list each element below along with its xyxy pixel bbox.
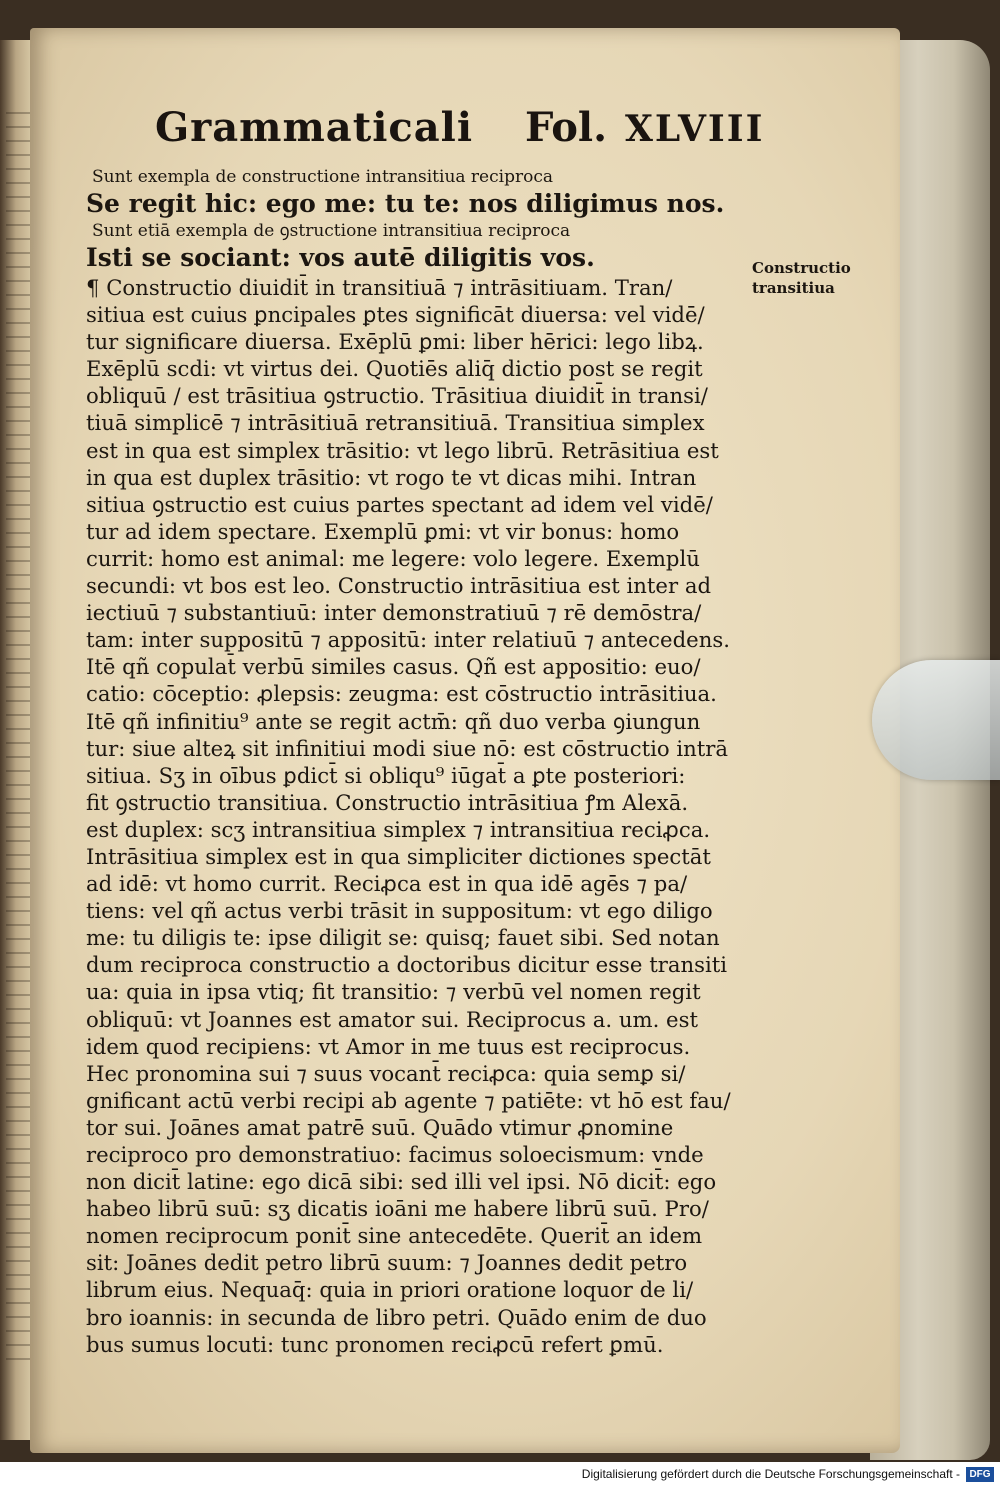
folio-label: Fol. — [525, 104, 608, 151]
text-line: librum eius. Nequaq̄: quia in priori oratione loquor de li/ — [86, 1277, 694, 1303]
text-line: nomen reciprocum ponit̄ sine antecedēte. Querit̄ an idem — [86, 1223, 703, 1249]
text-line: tiens: vel qñ actus verbi trāsit in suppositum: vt ego diligo — [86, 898, 713, 924]
text-line: bro ioannis: in secunda de libro petri. Quādo enim de duo — [86, 1304, 707, 1330]
text-line: ua: quia in ipsa vtiq; fit transitio: ⁊ verbū vel nomen regit — [86, 979, 701, 1005]
text-line: sitiua. Sʒ in oībus ꝑdict̄ si obliqu⁹ iūgat̄ a ꝑte posteriori: — [86, 762, 686, 788]
text-line: reciproco pro demonstratiuo: facimus soloecismum: vnde — [86, 1142, 704, 1167]
text-line: Exēplū scdi: vt virtus dei. Quotiēs aliq̄ dictio post se regit — [86, 356, 703, 382]
text-line: Intrāsitiua simplex est in qua simpliciter dictiones spectāt — [86, 843, 711, 869]
text-line: sitiua est cuius ꝑncipales ꝑtes significāt diuersa: vel vidē/ — [86, 302, 705, 328]
running-title: Grammaticali — [155, 104, 474, 151]
text-line: ¶ Constructio diuidit̄ in transitiuā ⁊ intrāsitiuam. Tran/ — [86, 275, 673, 300]
text-line: gnificant actū verbi recipi ab agente ⁊ patiēte: vt hō est fau/ — [86, 1087, 731, 1113]
text-line: catio: cōceptio: ꝓlepsis: zeugma: est cōstructio intrāsitiua. — [86, 681, 717, 707]
text-line: sitiua ꝯstructio est cuius partes spectant ad idem vel vidē/ — [86, 491, 713, 517]
text-line: ad idē: vt homo currit. Reciꝓca est in qua idē agēs ⁊ pa/ — [86, 871, 688, 897]
text-line: habeo librū suū: sʒ dicatis ioāni me habere librū suū. Pro/ — [86, 1196, 709, 1222]
page-header — [155, 104, 775, 164]
text-line: dum reciproca constructio a doctoribus dicitur esse transiti — [86, 952, 728, 978]
text-line: sit: Joānes dedit petro librū suum: ⁊ Joannes dedit petro — [86, 1250, 688, 1276]
text-line: secundi: vt bos est leo. Constructio intrāsitiua est inter ad — [86, 573, 712, 599]
text-line: tur: siue alteꝝ sit infinitiui modi siue nō: est cōstructio intrā — [86, 735, 729, 761]
margin-note — [752, 258, 872, 298]
margin-note-line: transitiua — [752, 279, 835, 297]
text-line: est duplex: scʒ intransitiua simplex ⁊ intransitiua reciꝓca. — [86, 816, 711, 842]
text-line: Itē qñ copulat̄ verbū similes casus. Qñ est appositio: euo/ — [86, 654, 701, 680]
footer-bar — [0, 1462, 1000, 1487]
margin-note-line: Constructio — [752, 259, 851, 277]
text-line: Hec pronomina sui ⁊ suus vocant̄ reciꝓca: quia semꝑ si/ — [86, 1060, 686, 1086]
text-line: tur ad idem spectare. Exemplū ꝑmi: vt vir bonus: homo — [86, 518, 680, 544]
main-text-block — [86, 166, 746, 1358]
text-line: Itē qñ infinitiu⁹ ante se regit actm̄: qñ duo verba ꝯiungun — [86, 708, 701, 734]
text-line: currit: homo est animal: me legere: volo legere. Exemplū — [86, 545, 700, 571]
text-line: idem quod recipiens: vt Amor in me tuus est reciprocus. — [86, 1033, 691, 1059]
text-line: fit ꝯstructio transitiua. Constructio intrāsitiua ꝭm Alexā. — [86, 789, 689, 815]
dfg-logo: DFG — [966, 1467, 994, 1482]
text-line: iectiuū ⁊ substantiuū: inter demonstratiuū ⁊ rē demōstra/ — [86, 600, 702, 626]
text-line: Sunt etiā exempla de ꝯstructione intransitiua reciproca — [92, 221, 571, 241]
page-holder-clip — [872, 660, 1000, 780]
text-line: est in qua est simplex trāsitio: vt lego librū. Retrāsitiua est — [86, 437, 719, 463]
folio-number: XLVIII — [625, 108, 765, 150]
text-line: tor sui. Joānes amat patrē suū. Quādo vtimur ꝓnomine — [86, 1114, 674, 1140]
text-line: me: tu diligis te: ipse diligit se: quisq; fauet sibi. Sed notan — [86, 925, 720, 951]
text-line: in qua est duplex trāsitio: vt rogo te vt dicas mihi. Intran — [86, 464, 697, 490]
text-line: bus sumus locuti: tunc pronomen reciꝓcū refert ꝑmū. — [86, 1331, 664, 1357]
text-line: Se regit hic: ego me: tu te: nos diligimus nos. — [86, 189, 725, 218]
text-line: Sunt exempla de constructione intransitiua reciproca — [92, 167, 553, 187]
text-line: Isti se sociant: vos autē diligitis vos. — [86, 243, 595, 272]
text-line: non dicit̄ latine: ego dicā sibi: sed illi vel ipsi. Nō dicit̄: ego — [86, 1169, 717, 1195]
text-line: tiuā simplicē ⁊ intrāsitiuā retransitiuā. Transitiua simplex — [86, 410, 705, 436]
text-line: obliquū: vt Joannes est amator sui. Reciprocus a. um. est — [86, 1006, 698, 1032]
text-line: tam: inter suppositū ⁊ appositū: inter relatiuū ⁊ antecedens. — [86, 627, 730, 653]
text-line: obliquū / est trāsitiua ꝯstructio. Trāsitiua diuidit̄ in transi/ — [86, 383, 708, 409]
text-line: tur significare diuersa. Exēplū ꝑmi: liber hērici: lego libꝝ. — [86, 329, 704, 355]
funding-credit: Digitalisierung gefördert durch die Deutsche Forschungsgemeinschaft - — [581, 1467, 960, 1481]
